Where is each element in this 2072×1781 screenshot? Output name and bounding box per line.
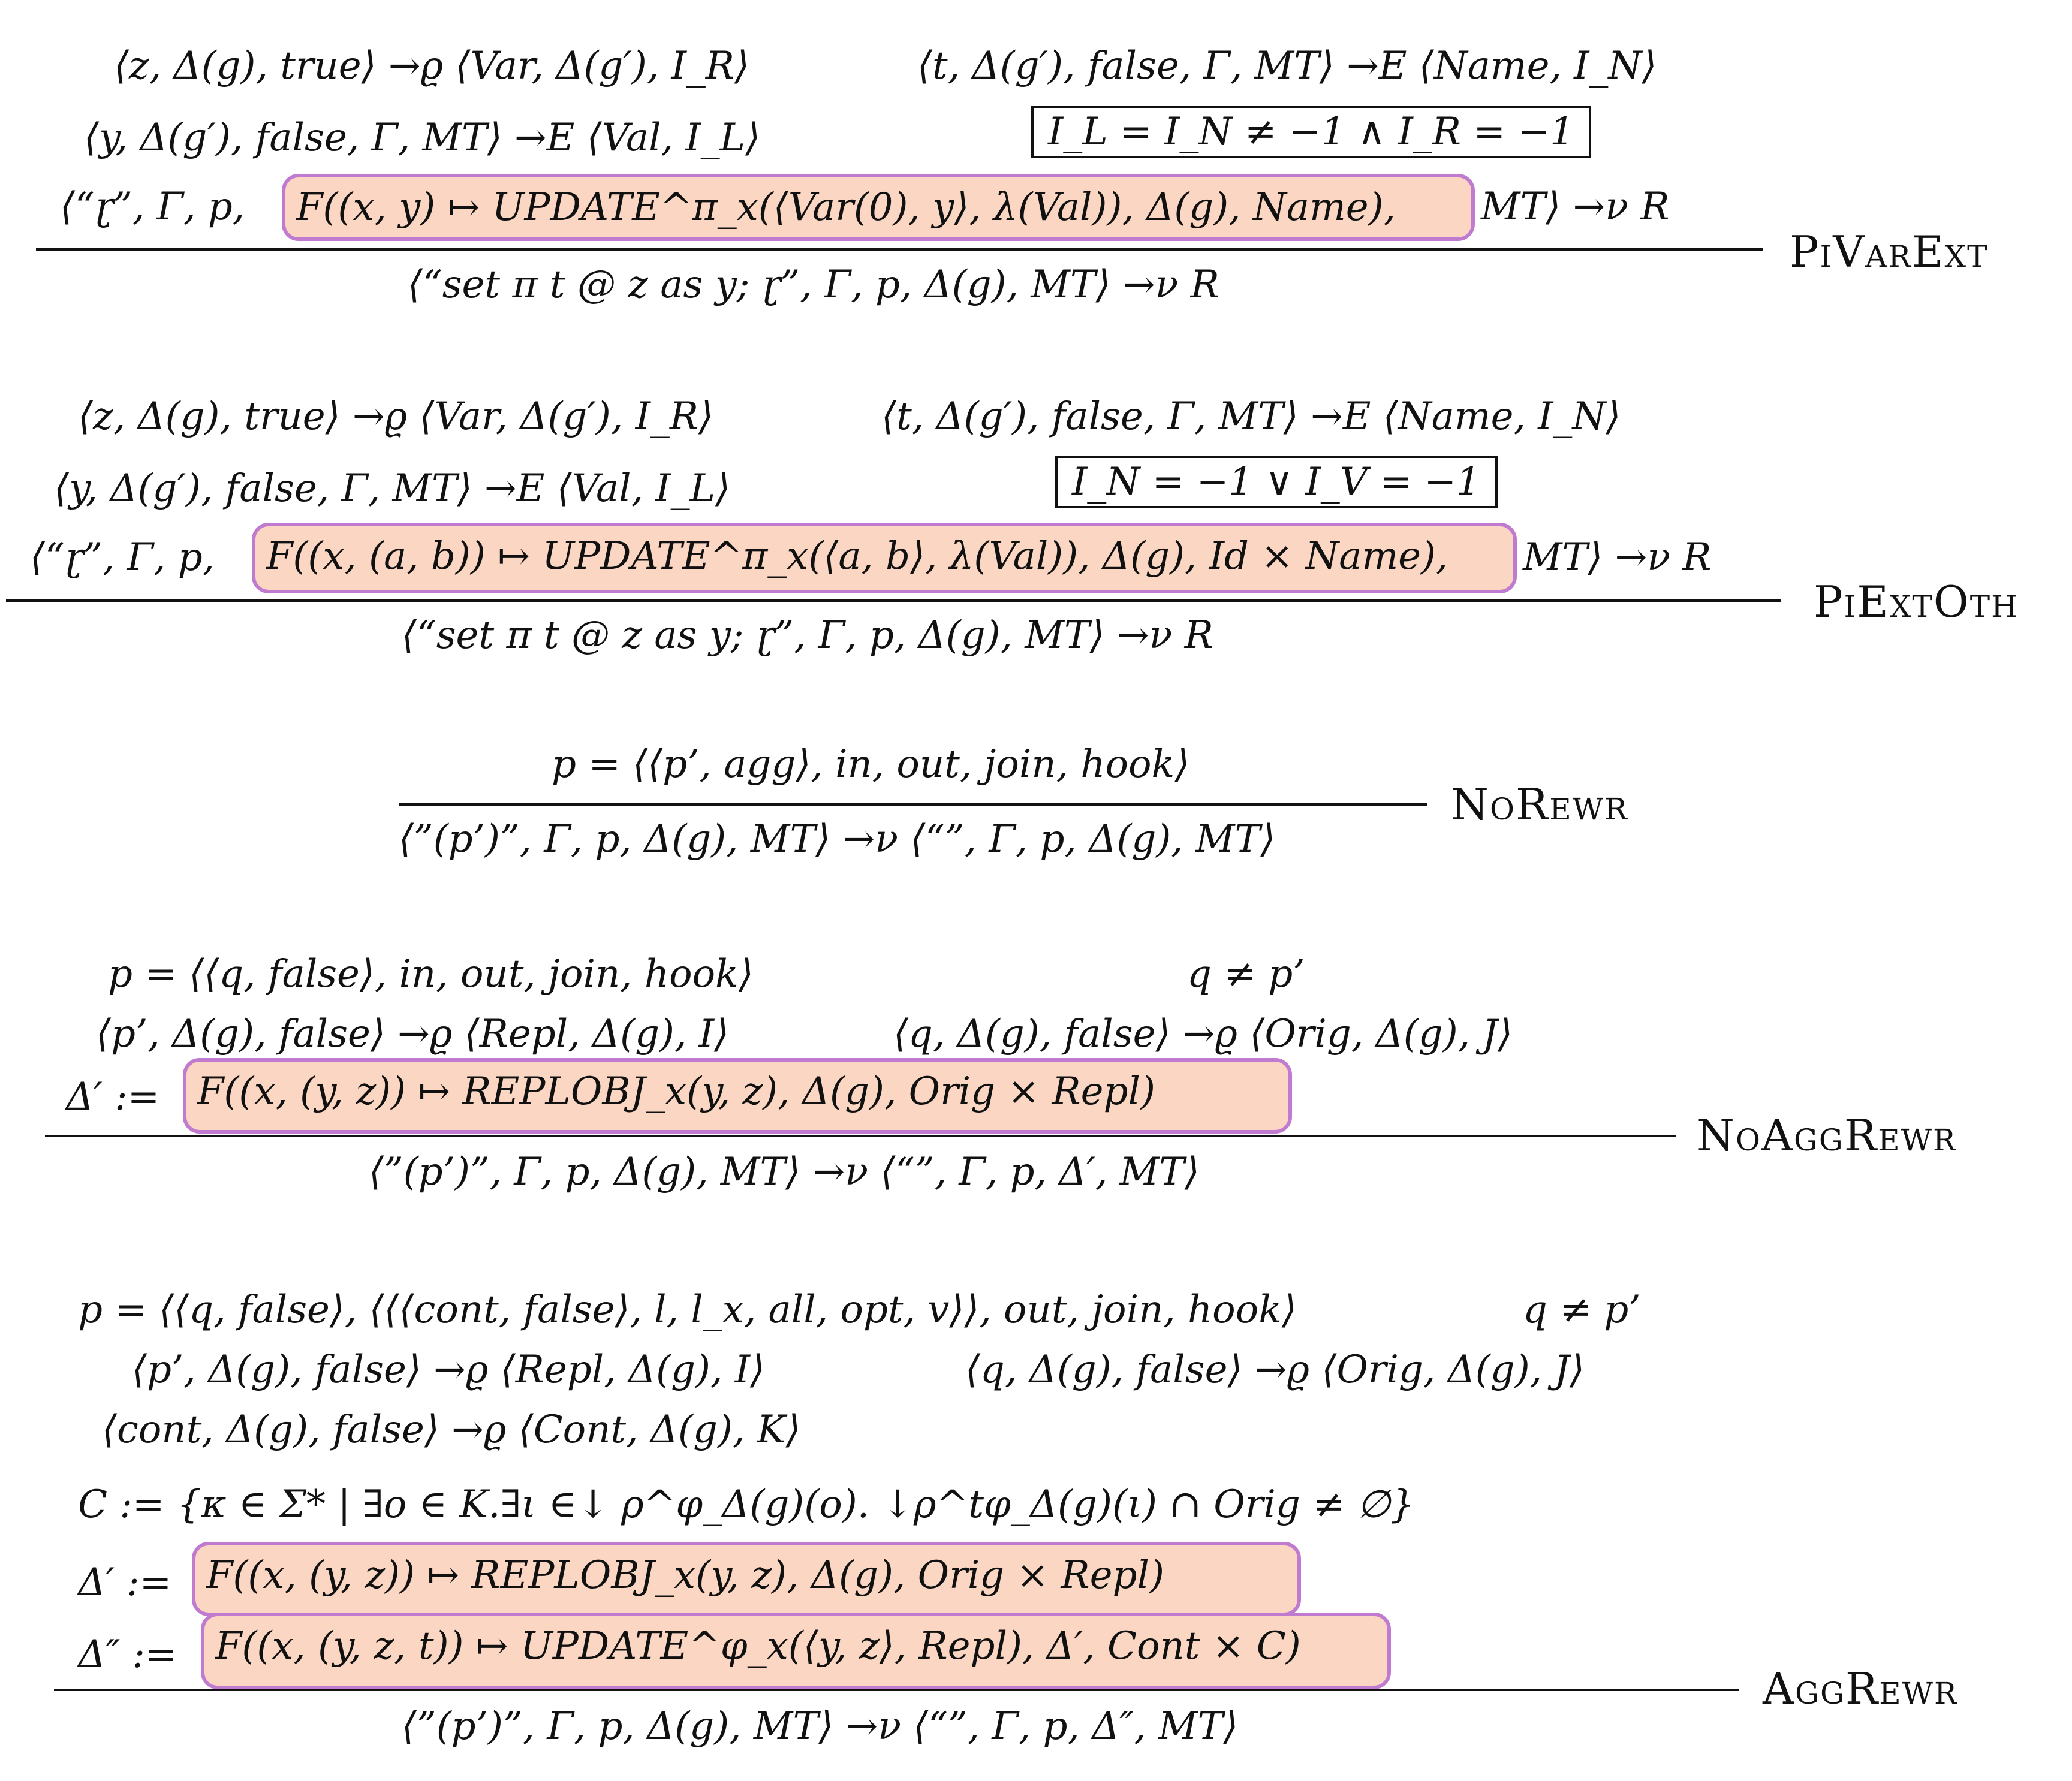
premise: q ≠ p’ (1523, 1288, 1641, 1332)
premise: ⟨y, Δ(g′), false, Γ, MT⟩ →E ⟨Val, I_L⟩ (54, 466, 731, 511)
premise-suffix: MT⟩ →ν R (1523, 535, 1712, 580)
premise-suffix: MT⟩ →ν R (1481, 185, 1670, 229)
inference-bar (45, 1135, 1676, 1137)
conclusion: ⟨”(p’)”, Γ, p, Δ(g), MT⟩ →ν ⟨“”, Γ, p, Δ(g), MT⟩ (399, 817, 1276, 861)
premise: ⟨z, Δ(g), true⟩ →ϱ ⟨Var, Δ(g′), I_R⟩ (78, 394, 713, 439)
highlighted-expression: F((x, (y, z)) ↦ REPLOBJ_x(y, z), Δ(g), Orig × Repl) (183, 1058, 1292, 1134)
premise: ⟨t, Δ(g′), false, Γ, MT⟩ →E ⟨Name, I_N⟩ (881, 394, 1621, 439)
premise-prefix: ⟨“ɽ”, Γ, p, (30, 535, 215, 580)
conclusion: ⟨”(p’)”, Γ, p, Δ(g), MT⟩ →ν ⟨“”, Γ, p, Δ″, MT⟩ (402, 1704, 1239, 1749)
premise: ⟨p’, Δ(g), false⟩ →ϱ ⟨Repl, Δ(g), I⟩ (96, 1012, 729, 1056)
highlighted-expression: F((x, (y, z, t)) ↦ UPDATE^φ_x(⟨y, z⟩, Repl), Δ′, Cont × C) (201, 1613, 1391, 1689)
rule-name: PiVarExt (1790, 227, 1989, 277)
inference-bar (6, 599, 1781, 602)
premise: ⟨q, Δ(g), false⟩ →ϱ ⟨Orig, Δ(g), J⟩ (965, 1348, 1585, 1392)
premise: ⟨y, Δ(g′), false, Γ, MT⟩ →E ⟨Val, I_L⟩ (84, 116, 761, 160)
conclusion: ⟨“set π t @ z as y; ɽ”, Γ, p, Δ(g), MT⟩ →ν R (402, 613, 1213, 658)
premise: ⟨t, Δ(g′), false, Γ, MT⟩ →E ⟨Name, I_N⟩ (917, 44, 1657, 88)
premise: ⟨q, Δ(g), false⟩ →ϱ ⟨Orig, Δ(g), J⟩ (893, 1012, 1513, 1056)
premise: p = ⟨⟨p’, agg⟩, in, out, join, hook⟩ (552, 742, 1190, 786)
premise: q ≠ p’ (1187, 952, 1305, 996)
premise: p = ⟨⟨q, false⟩, ⟨⟨⟨cont, false⟩, l, l_x, all, opt, v⟩⟩, out, join, hook⟩ (78, 1288, 1297, 1332)
conclusion: ⟨”(p’)”, Γ, p, Δ(g), MT⟩ →ν ⟨“”, Γ, p, Δ′, MT⟩ (369, 1150, 1200, 1194)
boxed-condition: I_L = I_N ≠ −1 ∧ I_R = −1 (1031, 106, 1591, 158)
highlighted-expression: F((x, (y, z)) ↦ REPLOBJ_x(y, z), Δ(g), Orig × Repl) (192, 1542, 1301, 1616)
premise-prefix: Δ′ := (78, 1560, 172, 1605)
inference-bar (36, 248, 1763, 251)
premise: ⟨p’, Δ(g), false⟩ →ϱ ⟨Repl, Δ(g), I⟩ (132, 1348, 765, 1392)
premise: C := {κ ∈ Σ* | ∃o ∈ K.∃ι ∈↓ ρ^φ_Δ(g)(o). ↓ρ^tφ_Δ(g)(ι) ∩ Orig ≠ ∅} (78, 1482, 1415, 1527)
highlighted-expression: F((x, (a, b)) ↦ UPDATE^π_x(⟨a, b⟩, λ(Val)), Δ(g), Id × Name), (252, 523, 1517, 593)
premise-prefix: ⟨“ɽ”, Γ, p, (60, 185, 245, 229)
premise: ⟨z, Δ(g), true⟩ →ϱ ⟨Var, Δ(g′), I_R⟩ (114, 44, 749, 88)
highlighted-expression: F((x, y) ↦ UPDATE^π_x(⟨Var(0), y⟩, λ(Val)), Δ(g), Name), (282, 174, 1475, 241)
inference-bar (399, 803, 1427, 806)
rule-name: AggRewr (1763, 1664, 1958, 1714)
premise: ⟨cont, Δ(g), false⟩ →ϱ ⟨Cont, Δ(g), K⟩ (102, 1408, 801, 1452)
boxed-condition: I_N = −1 ∨ I_V = −1 (1055, 456, 1498, 508)
premise-prefix: Δ″ := (78, 1632, 177, 1677)
rule-name: NoAggRewr (1697, 1110, 1957, 1161)
premise: p = ⟨⟨q, false⟩, in, out, join, hook⟩ (108, 952, 754, 996)
rule-name: NoRewr (1451, 779, 1628, 830)
rule-name: PiExtOth (1814, 577, 2019, 627)
conclusion: ⟨“set π t @ z as y; ɽ”, Γ, p, Δ(g), MT⟩ →ν R (408, 263, 1219, 307)
inference-bar (54, 1689, 1739, 1691)
premise-prefix: Δ′ := (66, 1075, 160, 1119)
